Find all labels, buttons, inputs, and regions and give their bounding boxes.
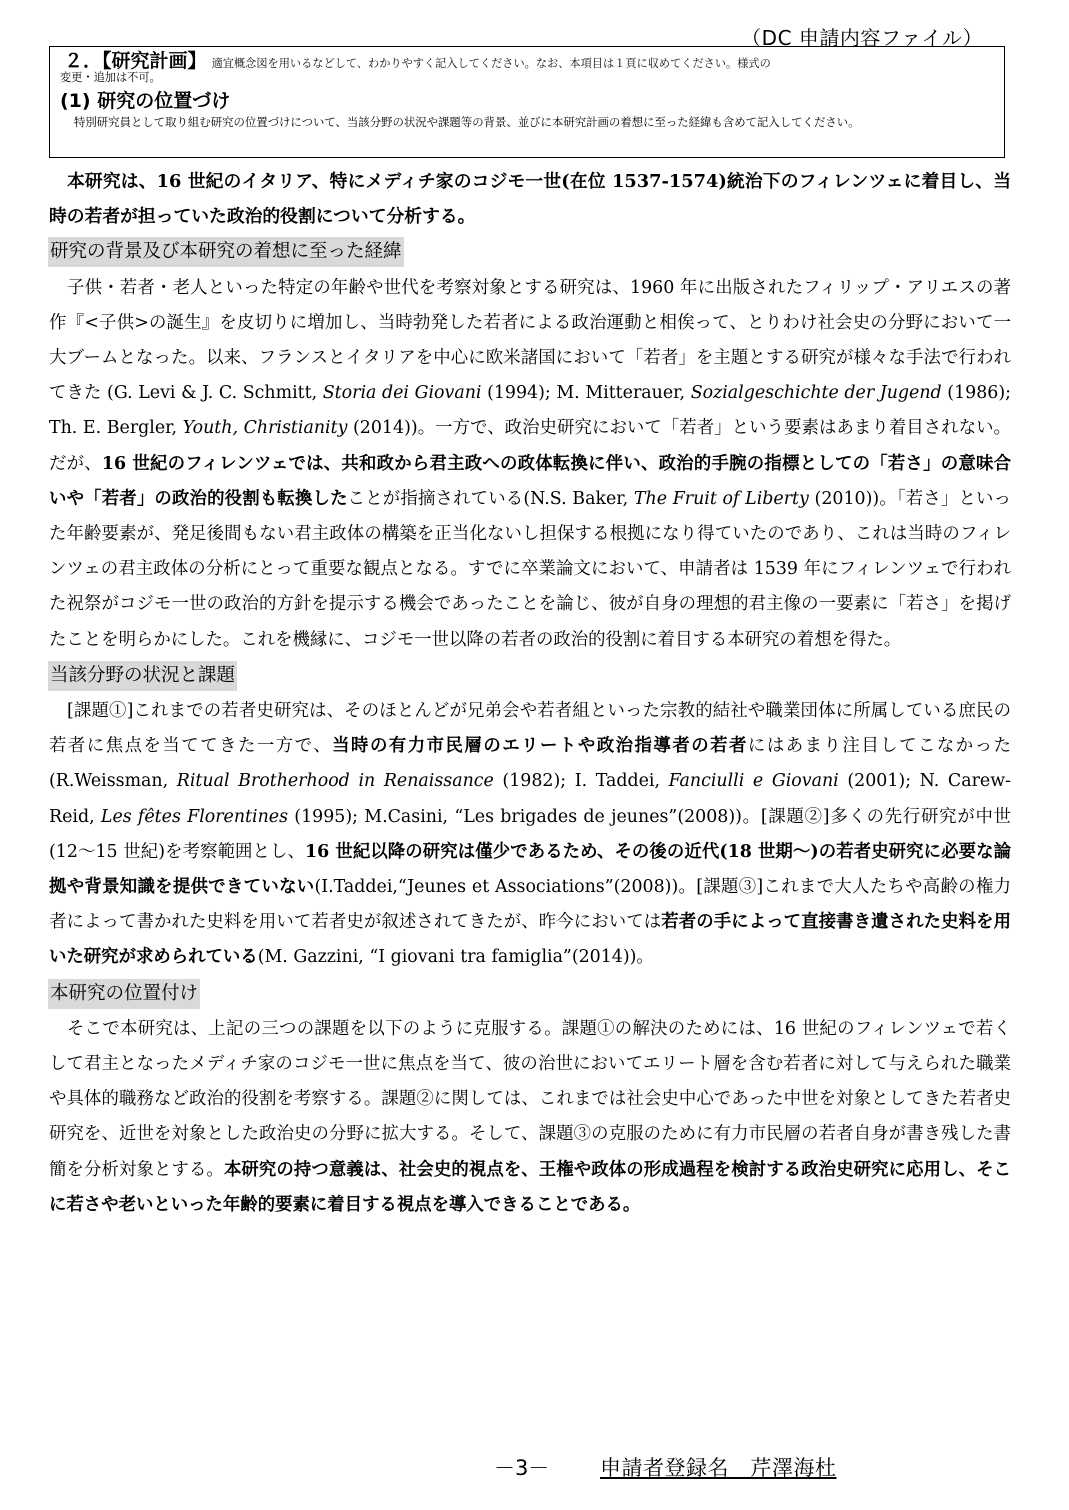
text-run: 子供・若者・老人といった特定の年齢や世代を考察対象とする研究は、1960 年に出版されたフィリップ・アリエスの著作『<子供>の誕生』を皮切りに増加し、当時勃発した若者による政治運動と相俟って、とりわけ社会史の分野において一大ブームとなった。以来、フランスとイタリアを中心に欧米諸国において「若者」を主題とする研究が様々な手法で行われてきた (G. Levi & J. C. Schmitt,: [49, 277, 1011, 404]
citation-title: Fanciulli e Giovani: [668, 771, 839, 792]
instruction-box: [49, 46, 1005, 158]
emphasis-text: 当時の有力市民層のエリートや政治指導者の若者: [332, 736, 748, 757]
citation-title: Sozialgeschichte der Jugend: [690, 383, 942, 404]
emphasis-text: 16 世紀のフィレンツェでは、共和政から君主政への政体転換に伴い、政治的手腕の指標としての「若さ」の意味合いや「若者」の政治的役割も転換した: [49, 453, 1011, 509]
position-paragraph: [49, 1012, 1011, 1223]
citation-title: Youth, Christianity: [182, 418, 348, 439]
section-note-continued: 変更・追加は不可。: [60, 71, 161, 84]
citation-title: Storia dei Giovani: [322, 383, 482, 404]
background-paragraph: [49, 271, 1011, 658]
text-run: (2010))。「若さ」といった年齢要素が、発足後間もない君主政体の構築を正当化ないし担保する根拠になり得ていたのであり、これは当時のフィレンツェの君主政体の分析にとって重要な観点となる。すでに卒業論文において、申請者は 1539 年にフィレンツェで行われた祝祭がコジモ一世の政治的方針を提示する機会であったことを論じ、彼が自身の理想的君主像の一要素に「若さ」を掲げたことを明らかにした。これを機縁に、コジモ一世以降の若者の政治的役割に着目する本研究の着想を得た。: [49, 488, 1011, 650]
text-run: (2001); N. Carew-Reid,: [49, 771, 1011, 827]
text-run: (1995); M.Casini, “Les brigades de jeunes”(2008))。[課題②]多くの先行研究が中世(12〜15 世紀)を考察範囲とし、: [49, 806, 1012, 862]
section-label-status: 当該分野の状況と課題: [48, 661, 237, 691]
file-label: （DC 申請内容ファイル）: [741, 26, 983, 50]
document-body: [49, 164, 1011, 1223]
page-number: －3－: [494, 1456, 550, 1480]
emphasis-text: 若者の手によって直接書き遺された史料を用いた研究が求められている: [49, 912, 1011, 968]
intro-paragraph: 本研究は、16 世紀のイタリア、特にメディチ家のコジモ一世(在位 1537-1574)統治下のフィレンツェに着目し、当時の若者が担っていた政治的役割について分析する。: [49, 171, 1011, 228]
status-paragraph: [49, 694, 1011, 976]
subsection-note: 特別研究員として取り組む研究の位置づけについて、当該分野の状況や課題等の背景、並びに本研究計画の着想に至った経緯も含めて記入してください。: [74, 115, 860, 129]
text-run: (2014))。一方で、政治史研究において「若者」という要素はあまり着目されない。だが、: [49, 418, 1012, 474]
emphasis-text: 16 世紀以降の研究は僅少であるため、その後の近代(18 世期〜)の若者史研究に必要な論拠や背景知識を提供できていない: [49, 841, 1011, 898]
citation-title: Ritual Brotherhood in Renaissance: [176, 771, 494, 792]
text-run: (I.Taddei,“Jeunes et Associations”(2008))。[課題③]これまで大人たちや高齢の権力者によって書かれた史料を用いて若者史が叙述されてきたが、昨今においては: [49, 877, 1011, 933]
text-run: ことが指摘されている(N.S. Baker,: [347, 488, 634, 509]
emphasis-text: 本研究の持つ意義は、社会史的視点を、王権や政体の形成過程を検討する政治史研究に応用し、そこに若さや老いといった年齢的要素に着目する視点を導入できることである。: [49, 1159, 1011, 1215]
text-run: (M. Gazzini, “I giovani tra famiglia”(2014))。: [257, 947, 654, 968]
citation-title: The Fruit of Liberty: [633, 488, 809, 509]
applicant-name: 申請者登録名 芹澤海杜: [600, 1456, 837, 1480]
section-label-position: 本研究の位置付け: [48, 979, 200, 1009]
section-heading: ２．【研究計画】: [64, 50, 207, 72]
subsection-title: (1) 研究の位置づけ: [60, 90, 231, 112]
text-run: にはあまり注目してこなかった(R.Weissman,: [49, 736, 1011, 792]
section-note: 適宜概念図を用いるなどして、わかりやすく記入してください。なお、本項目は１頁に収めてください。様式の: [211, 57, 771, 70]
text-run: [課題①]これまでの若者史研究は、そのほとんどが兄弟会や若者組といった宗教的結社や職業団体に所属している庶民の若者に焦点を当ててきた一方で、: [49, 701, 1011, 757]
text-run: そこで本研究は、上記の三つの課題を以下のように克服する。課題①の解決のためには、16 世紀のフィレンツェで若くして君主となったメディチ家のコジモ一世に焦点を当て、彼の治世においてエリート層を含む若者に対して与えられた職業や具体的職務など政治的役割を考察する。課題②に関しては、これまでは社会史中心であった中世を対象としてきた若者史研究を、近世を対象とした政治史の分野に拡大する。そして、課題③の克服のために有力市民層の若者自身が書き残した書簡を分析対象とする。: [49, 1018, 1011, 1180]
section-label-background: 研究の背景及び本研究の着想に至った経緯: [48, 237, 404, 267]
text-run: (1982); I. Taddei,: [493, 771, 669, 792]
text-run: (1986); Th. E. Bergler,: [49, 383, 1011, 439]
text-run: (1994); M. Mitterauer,: [481, 383, 691, 404]
citation-title: Les fêtes Florentines: [100, 806, 289, 827]
